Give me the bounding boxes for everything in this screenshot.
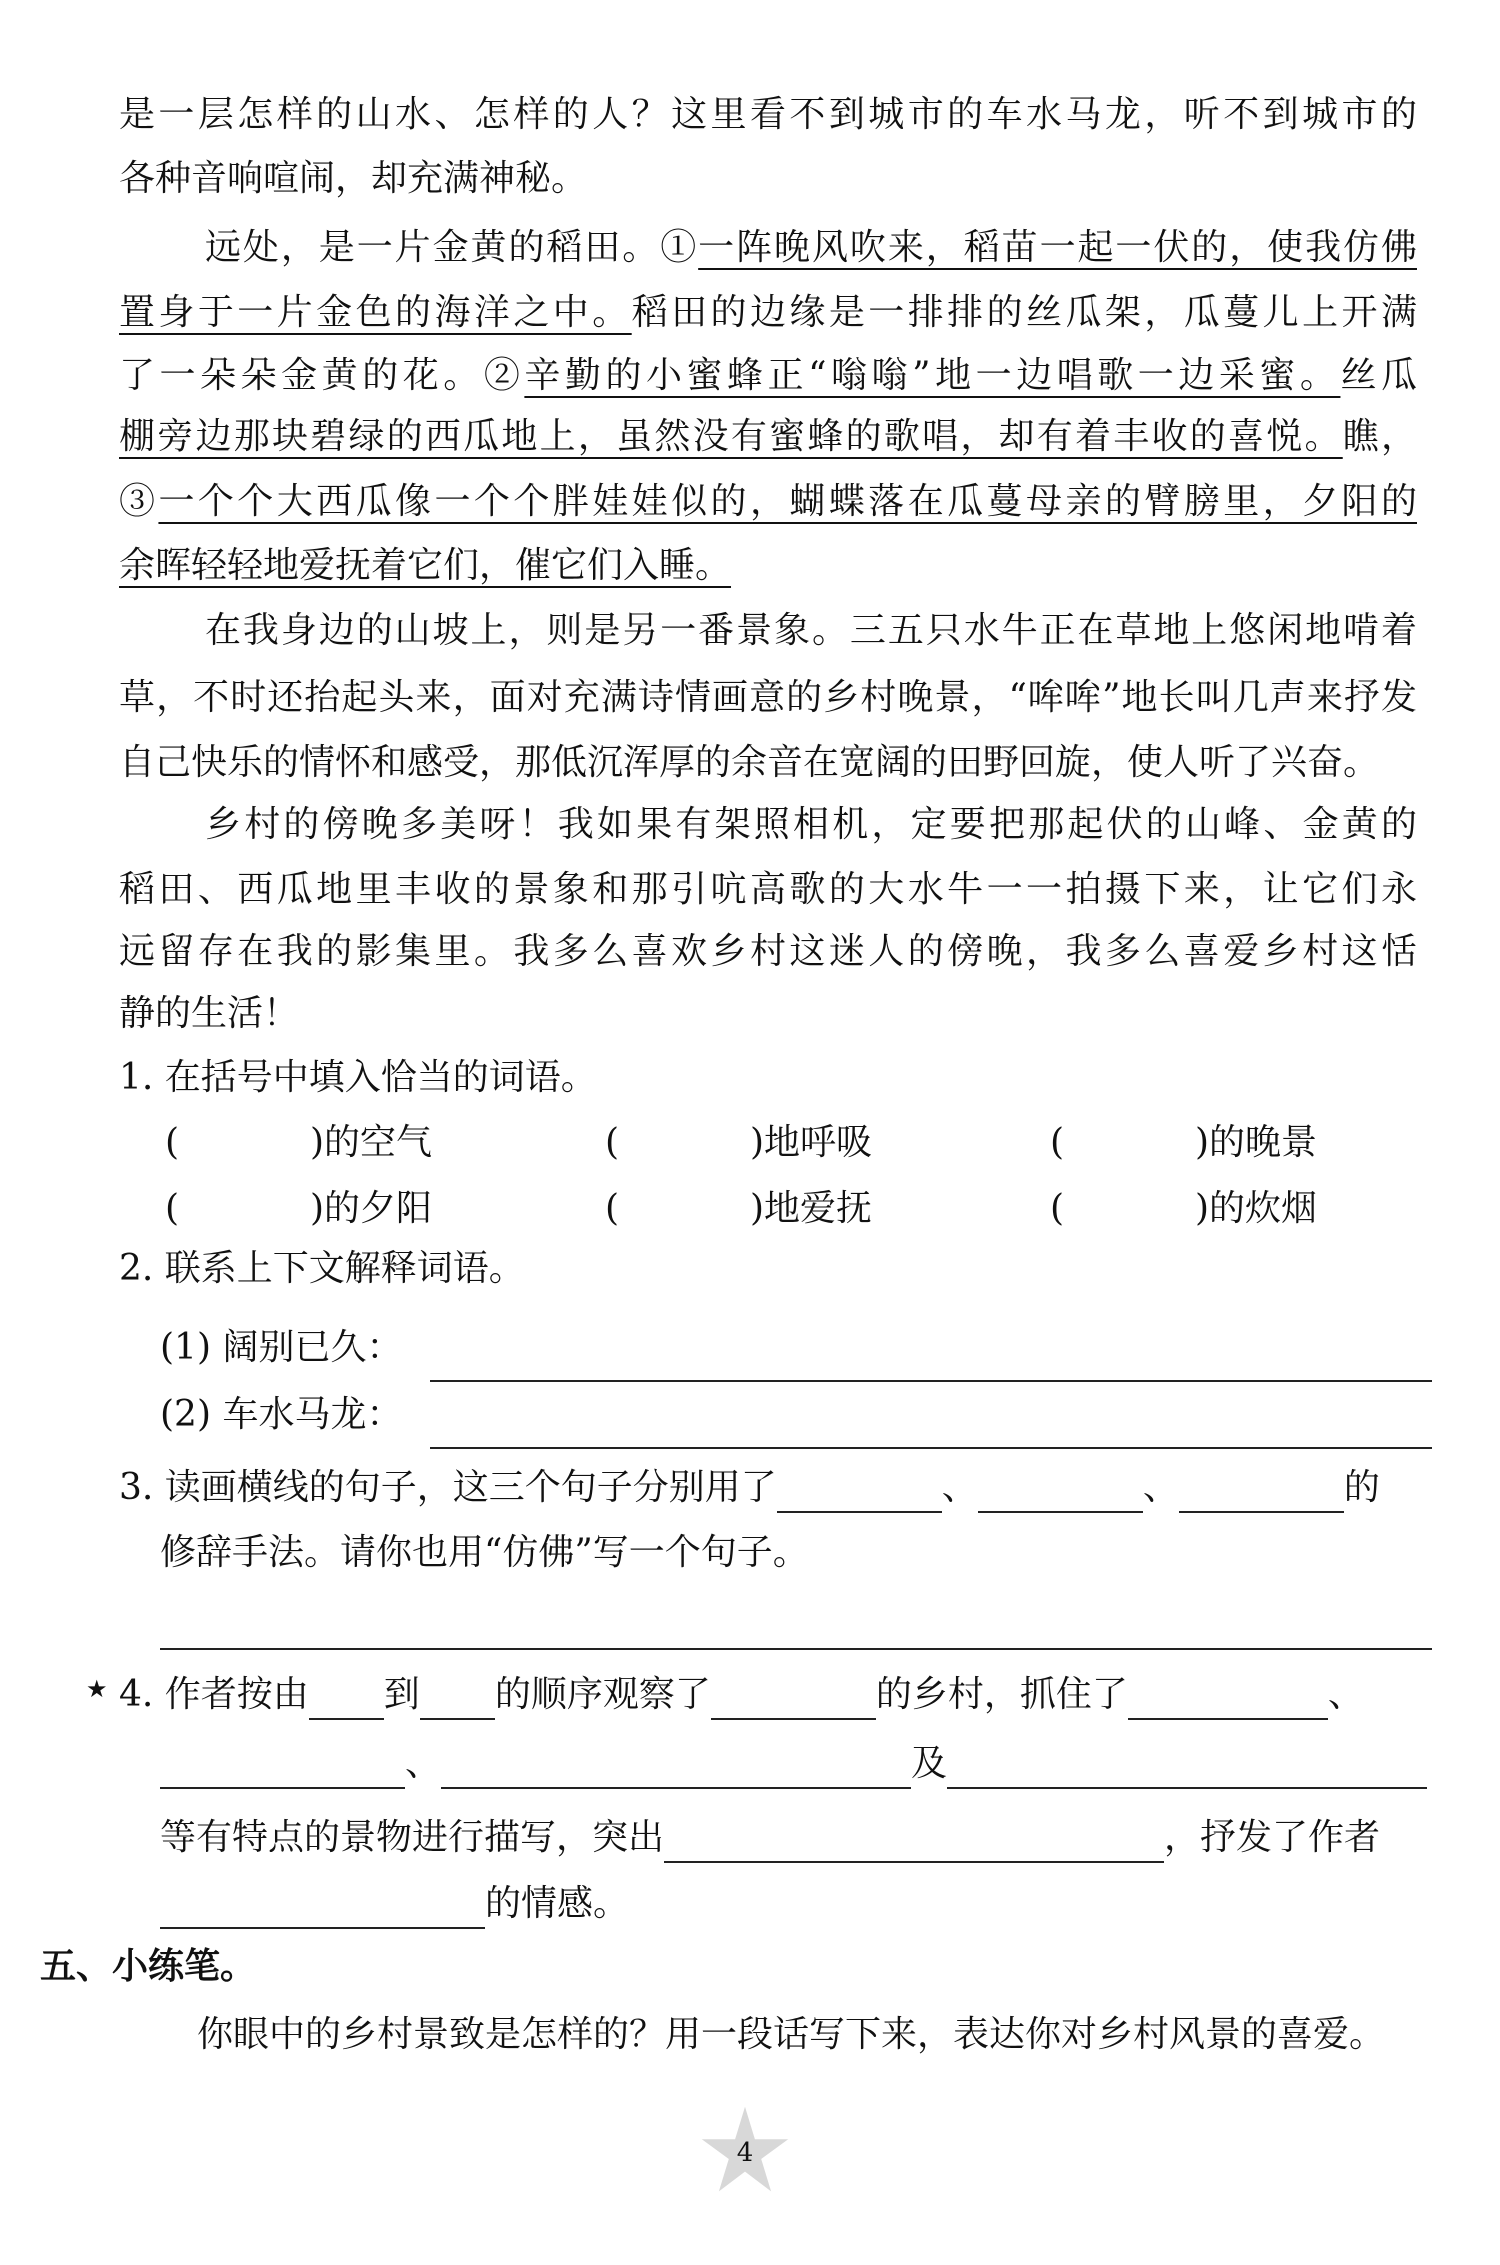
- passage-line: [119, 673, 1417, 723]
- q4-text: 及: [911, 1743, 948, 1784]
- passage-line: [119, 927, 1417, 977]
- fill-in-blank[interactable]: [1080, 1118, 1190, 1168]
- fill-in-blank[interactable]: [635, 1184, 745, 1234]
- question-2-item-2: (2) 车水马龙：: [160, 1394, 403, 1435]
- passage-text: 远处，是一片金黄的稻田。①: [205, 227, 699, 268]
- q1-phrase: )的夕阳: [310, 1188, 433, 1229]
- passage-text: 自己快乐的情怀和感受，那低沉浑厚的余音在宽阔的田野回旋，使人听了兴奋。: [119, 742, 1380, 783]
- passage-line: [119, 412, 1417, 462]
- answer-line-2-2[interactable]: [430, 1397, 1432, 1449]
- section-5-title: 五、小练笔。: [40, 1946, 257, 1987]
- answer-blank-4-9[interactable]: [160, 1887, 485, 1929]
- q1-phrase: )的晚景: [1195, 1122, 1318, 1163]
- question-3-text-end: 的: [1343, 1467, 1380, 1508]
- open-paren: (: [605, 1188, 620, 1229]
- q1-phrase: )地呼吸: [750, 1122, 873, 1163]
- underlined-sentence: 一个个大西瓜像一个个胖娃娃似的，蝴蝶落在瓜蔓母亲的臂膀里，夕阳的: [158, 481, 1417, 522]
- question-4-line-2: [160, 1739, 1427, 1789]
- question-4-line-1: [119, 1670, 1364, 1720]
- underlined-sentence: 棚旁边那块碧绿的西瓜地上，虽然没有蜜蜂的歌唱，却有着丰收的喜悦。: [119, 416, 1343, 457]
- question-2-title: 2. 联系上下文解释词语。: [119, 1248, 525, 1289]
- open-paren: (: [1050, 1188, 1065, 1229]
- separator: 、: [1327, 1674, 1364, 1715]
- open-paren: (: [165, 1122, 180, 1163]
- passage-text: 稻田的边缘是一排排的丝瓜架，瓜蔓儿上开满: [631, 292, 1417, 333]
- q1-phrase: )地爱抚: [750, 1188, 873, 1229]
- question-2-item-1: (1) 阔别已久：: [160, 1327, 403, 1368]
- answer-blank-4-1[interactable]: [309, 1678, 384, 1720]
- question-3-text: 3. 读画横线的句子，这三个句子分别用了: [119, 1467, 777, 1508]
- question-4-line-4: [160, 1879, 629, 1929]
- question-3-line-2: 修辞手法。请你也用“仿佛”写一个句子。: [160, 1532, 809, 1573]
- answer-line-3[interactable]: [160, 1598, 1432, 1650]
- passage-line: [119, 90, 1417, 140]
- passage-line: [119, 541, 1417, 591]
- underlined-sentence: 辛勤的小蜜蜂正“嗡嗡”地一边唱歌一边采蜜。: [524, 355, 1341, 396]
- passage-line: [119, 477, 1417, 527]
- passage-text: 乡村的傍晚多美呀！我如果有架照相机，定要把那起伏的山峰、金黄的: [205, 804, 1417, 845]
- answer-line-2-1[interactable]: [430, 1330, 1432, 1382]
- separator: 、: [1142, 1467, 1179, 1508]
- open-paren: (: [605, 1122, 620, 1163]
- passage-line: [119, 865, 1417, 915]
- passage-text: 丝瓜: [1340, 355, 1417, 396]
- passage-text: 草，不时还抬起头来，面对充满诗情画意的乡村晚景，“哞哞”地长叫几声来抒发: [119, 677, 1417, 718]
- passage-text: 各种音响喧闹，却充满神秘。: [119, 158, 588, 199]
- open-paren: (: [165, 1188, 180, 1229]
- answer-blank-4-3[interactable]: [711, 1678, 876, 1720]
- passage-text: ③: [119, 481, 159, 522]
- answer-blank-4-2[interactable]: [420, 1678, 495, 1720]
- answer-blank-4-5[interactable]: [160, 1747, 405, 1789]
- open-paren: (: [1050, 1122, 1065, 1163]
- passage-line: [205, 606, 1417, 656]
- passage-line: [205, 223, 1417, 273]
- separator: 、: [941, 1467, 978, 1508]
- q1-phrase: )的炊烟: [1195, 1188, 1318, 1229]
- q4-text: 的乡村，抓住了: [875, 1674, 1128, 1715]
- underlined-sentence: 置身于一片金色的海洋之中。: [119, 292, 632, 333]
- passage-text: 瞧，: [1342, 416, 1417, 457]
- answer-blank-4-8[interactable]: [664, 1821, 1164, 1863]
- fill-in-blank[interactable]: [1080, 1184, 1190, 1234]
- passage-line: [205, 800, 1417, 850]
- passage-text: 是一层怎样的山水、怎样的人？这里看不到城市的车水马龙，听不到城市的: [119, 94, 1417, 135]
- answer-blank-3-1[interactable]: [777, 1471, 942, 1513]
- underlined-sentence: 余晖轻轻地爱抚着它们，催它们入睡。: [119, 545, 732, 586]
- q4-text: 到: [383, 1674, 420, 1715]
- answer-blank-3-3[interactable]: [1179, 1471, 1344, 1513]
- page-number: 4: [736, 2138, 754, 2168]
- passage-line: [119, 351, 1417, 401]
- star-icon: ★: [86, 1675, 108, 1703]
- passage-text: 在我身边的山坡上，则是另一番景象。三五只水牛正在草地上悠闲地啃着: [205, 610, 1417, 651]
- q4-text: 4. 作者按由: [119, 1674, 309, 1715]
- passage-text: 静的生活！: [119, 993, 300, 1034]
- answer-blank-3-2[interactable]: [978, 1471, 1143, 1513]
- q4-text: 的顺序观察了: [494, 1674, 711, 1715]
- q4-text: 的情感。: [485, 1883, 630, 1924]
- q4-text: ，抒发了作者: [1164, 1817, 1381, 1858]
- underlined-sentence: 一阵晚风吹来，稻苗一起一伏的，使我仿佛: [698, 227, 1417, 268]
- q4-text: 等有特点的景物进行描写，突出: [160, 1817, 665, 1858]
- fill-in-blank[interactable]: [635, 1118, 745, 1168]
- section-5-prompt: 你眼中的乡村景致是怎样的？用一段话写下来，表达你对乡村风景的喜爱。: [197, 2014, 1386, 2055]
- question-3-line-1: [119, 1463, 1380, 1513]
- passage-text: 稻田、西瓜地里丰收的景象和那引吭高歌的大水牛一一拍摄下来，让它们永: [119, 869, 1417, 910]
- answer-blank-4-4[interactable]: [1128, 1678, 1328, 1720]
- q1-phrase: )的空气: [310, 1122, 433, 1163]
- fill-in-blank[interactable]: [195, 1184, 305, 1234]
- question-4-line-3: [160, 1813, 1380, 1863]
- passage-line: [119, 154, 1417, 204]
- fill-in-blank[interactable]: [195, 1118, 305, 1168]
- passage-line: [119, 738, 1417, 788]
- passage-text: 了一朵朵金黄的花。②: [119, 355, 525, 396]
- answer-blank-4-6[interactable]: [441, 1747, 911, 1789]
- question-1-title: 1. 在括号中填入恰当的词语。: [119, 1057, 597, 1098]
- passage-line: [119, 288, 1417, 338]
- passage-text: 远留存在我的影集里。我多么喜欢乡村这迷人的傍晚，我多么喜爱乡村这恬: [119, 931, 1417, 972]
- answer-blank-4-7[interactable]: [947, 1747, 1427, 1789]
- separator: 、: [405, 1743, 442, 1784]
- passage-line: [119, 989, 1417, 1039]
